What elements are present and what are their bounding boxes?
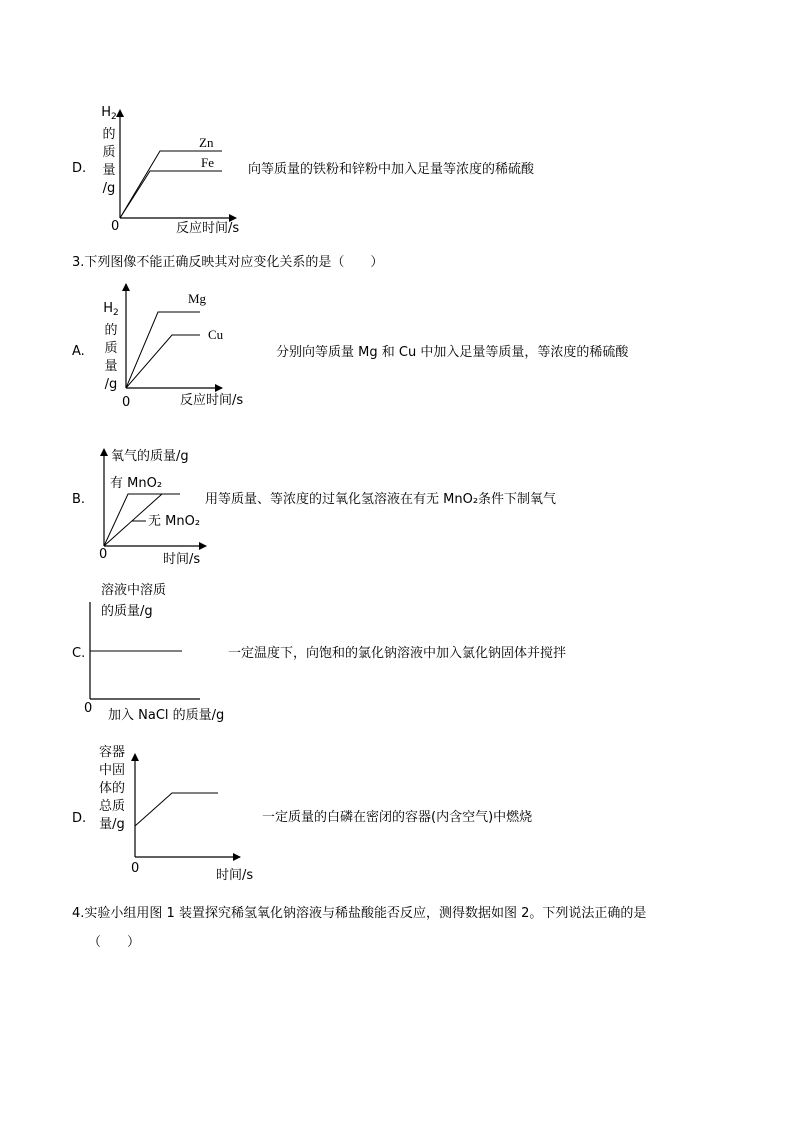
q3b-option-label: B. [72, 492, 86, 507]
q4-stem: 4.实验小组用图 1 装置探究稀氢氧化钠溶液与稀盐酸能否反应，测得数据如图 2。下列说法正确的是 [72, 906, 647, 921]
q3a-option-label: A. [72, 344, 85, 359]
q3a-series-mg: Mg [188, 291, 207, 306]
q3d-option-label: D. [72, 811, 87, 826]
q3b-series-without-mno2: 无 MnO₂ [148, 514, 201, 529]
q2d-description: 向等质量的铁粉和锌粉中加入足量等浓度的稀硫酸 [248, 162, 535, 177]
q2d-origin: 0 [111, 219, 120, 234]
q3c-y-axis-label-line2: 的质量/g [101, 604, 153, 619]
q4-answer-blank: （ ） [88, 935, 141, 950]
q3b-series-with-mno2: 有 MnO₂ [110, 476, 163, 491]
q2d-x-axis-label: 反应时间/s [176, 221, 240, 236]
q2d-series-fe: Fe [201, 155, 214, 170]
q2d-option-label: D. [72, 161, 87, 176]
q3a-series-cu: Cu [208, 327, 224, 342]
q3c-x-axis-label: 加入 NaCl 的质量/g [108, 708, 225, 723]
q3c-origin: 0 [84, 701, 93, 716]
q3a-description: 分别向等质量 Mg 和 Cu 中加入足量等质量，等浓度的稀硫酸 [276, 345, 629, 360]
q3b-description: 用等质量、等浓度的过氧化氢溶液在有无 MnO₂条件下制氧气 [205, 492, 557, 507]
q2d-series-zn: Zn [199, 135, 214, 150]
q3b-origin: 0 [99, 547, 108, 562]
q3a-x-axis-label: 反应时间/s [180, 393, 244, 408]
q3d-y-axis-label: 容器 中固 体的 总质 量/g [98, 745, 125, 832]
q3d-origin: 0 [131, 861, 140, 876]
q3a-origin: 0 [122, 395, 131, 410]
q3-stem: 3.下列图像不能正确反映其对应变化关系的是（ ） [72, 255, 384, 270]
q2d-y-axis-label: $H_2$ 的 质 量 /g [101, 105, 117, 196]
q3c-y-axis-label-line1: 溶液中溶质 [101, 583, 167, 598]
q3a-y-axis-label: $H_2$ 的 质 量 /g [103, 301, 119, 392]
q3c-option-label: C. [72, 646, 86, 661]
q3b-x-axis-label: 时间/s [163, 552, 201, 567]
q3d-line [135, 793, 218, 826]
q3c-description: 一定温度下，向饱和的氯化钠溶液中加入氯化钠固体并搅拌 [228, 646, 567, 661]
q3b-y-axis-label: 氧气的质量/g [111, 449, 189, 464]
q3d-description: 一定质量的白磷在密闭的容器(内含空气)中燃烧 [262, 810, 533, 825]
q3d-x-axis-label: 时间/s [216, 868, 254, 883]
